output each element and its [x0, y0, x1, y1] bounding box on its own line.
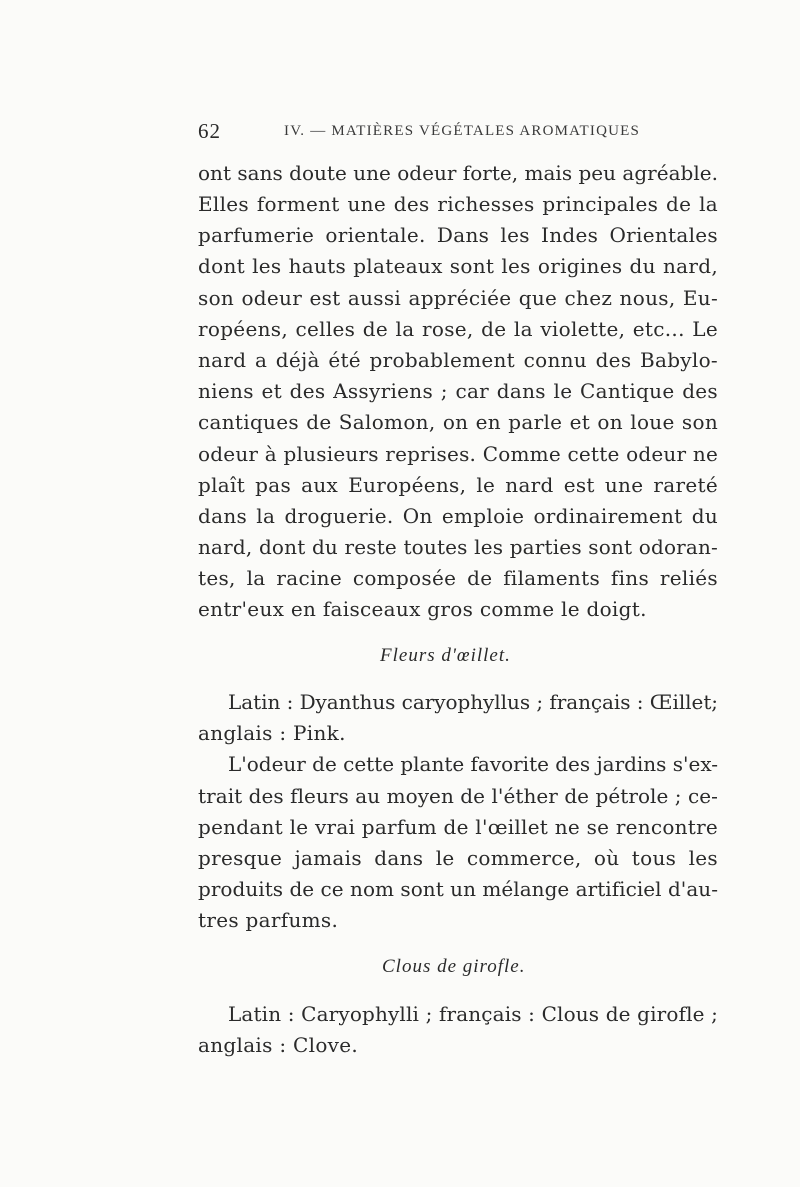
text-line: trait des fleurs au moyen de l'éther de pétrole ; ce-: [198, 784, 718, 808]
section-heading: Clous de girofle.: [382, 956, 526, 977]
text-line: Elles forment une des richesses principales de la: [198, 192, 718, 216]
text-line: Latin : Caryophylli ; français : Clous de girofle ;: [228, 1002, 718, 1026]
page-number: 62: [198, 119, 221, 143]
text-line: pendant le vrai parfum de l'œillet ne se rencontre: [198, 815, 718, 839]
text-line: parfumerie orientale. Dans les Indes Orientales: [198, 223, 718, 247]
text-line: cantiques de Salomon, on en parle et on loue son: [198, 410, 718, 434]
text-line: dans la droguerie. On emploie ordinairement du: [198, 504, 718, 528]
text-line: nard a déjà été probablement connu des Babylo-: [198, 348, 718, 372]
text-line: plaît pas aux Européens, le nard est une rareté: [198, 473, 718, 497]
text-line: odeur à plusieurs reprises. Comme cette odeur ne: [198, 442, 718, 466]
text-line: tes, la racine composée de filaments fins reliés: [198, 566, 718, 590]
text-line: anglais : Clove.: [198, 1033, 359, 1057]
text-line: niens et des Assyriens ; car dans le Cantique des: [198, 379, 718, 403]
text-line: L'odeur de cette plante favorite des jardins s'ex-: [228, 752, 718, 776]
text-line: nard, dont du reste toutes les parties sont odoran-: [198, 535, 718, 559]
text-line: anglais : Pink.: [198, 721, 346, 745]
text-line: dont les hauts plateaux sont les origines du nard,: [198, 254, 718, 278]
text-line: presque jamais dans le commerce, où tous les: [198, 846, 718, 870]
text-line: ont sans doute une odeur forte, mais peu agréable.: [198, 161, 718, 185]
text-line: produits de ce nom sont un mélange artificiel d'au-: [198, 877, 718, 901]
text-line: son odeur est aussi appréciée que chez nous, Eu-: [198, 286, 718, 310]
text-line: ropéens, celles de la rose, de la violette, etc... Le: [198, 317, 718, 341]
text-line: Latin : Dyanthus caryophyllus ; français : Œillet;: [228, 690, 718, 714]
running-header: [198, 119, 718, 145]
text-line: tres parfums.: [198, 908, 339, 932]
section-heading: Fleurs d'œillet.: [380, 645, 511, 666]
running-head-title: IV. — MATIÈRES VÉGÉTALES AROMATIQUES: [284, 123, 641, 139]
text-line: entr'eux en faisceaux gros comme le doigt.: [198, 597, 647, 621]
